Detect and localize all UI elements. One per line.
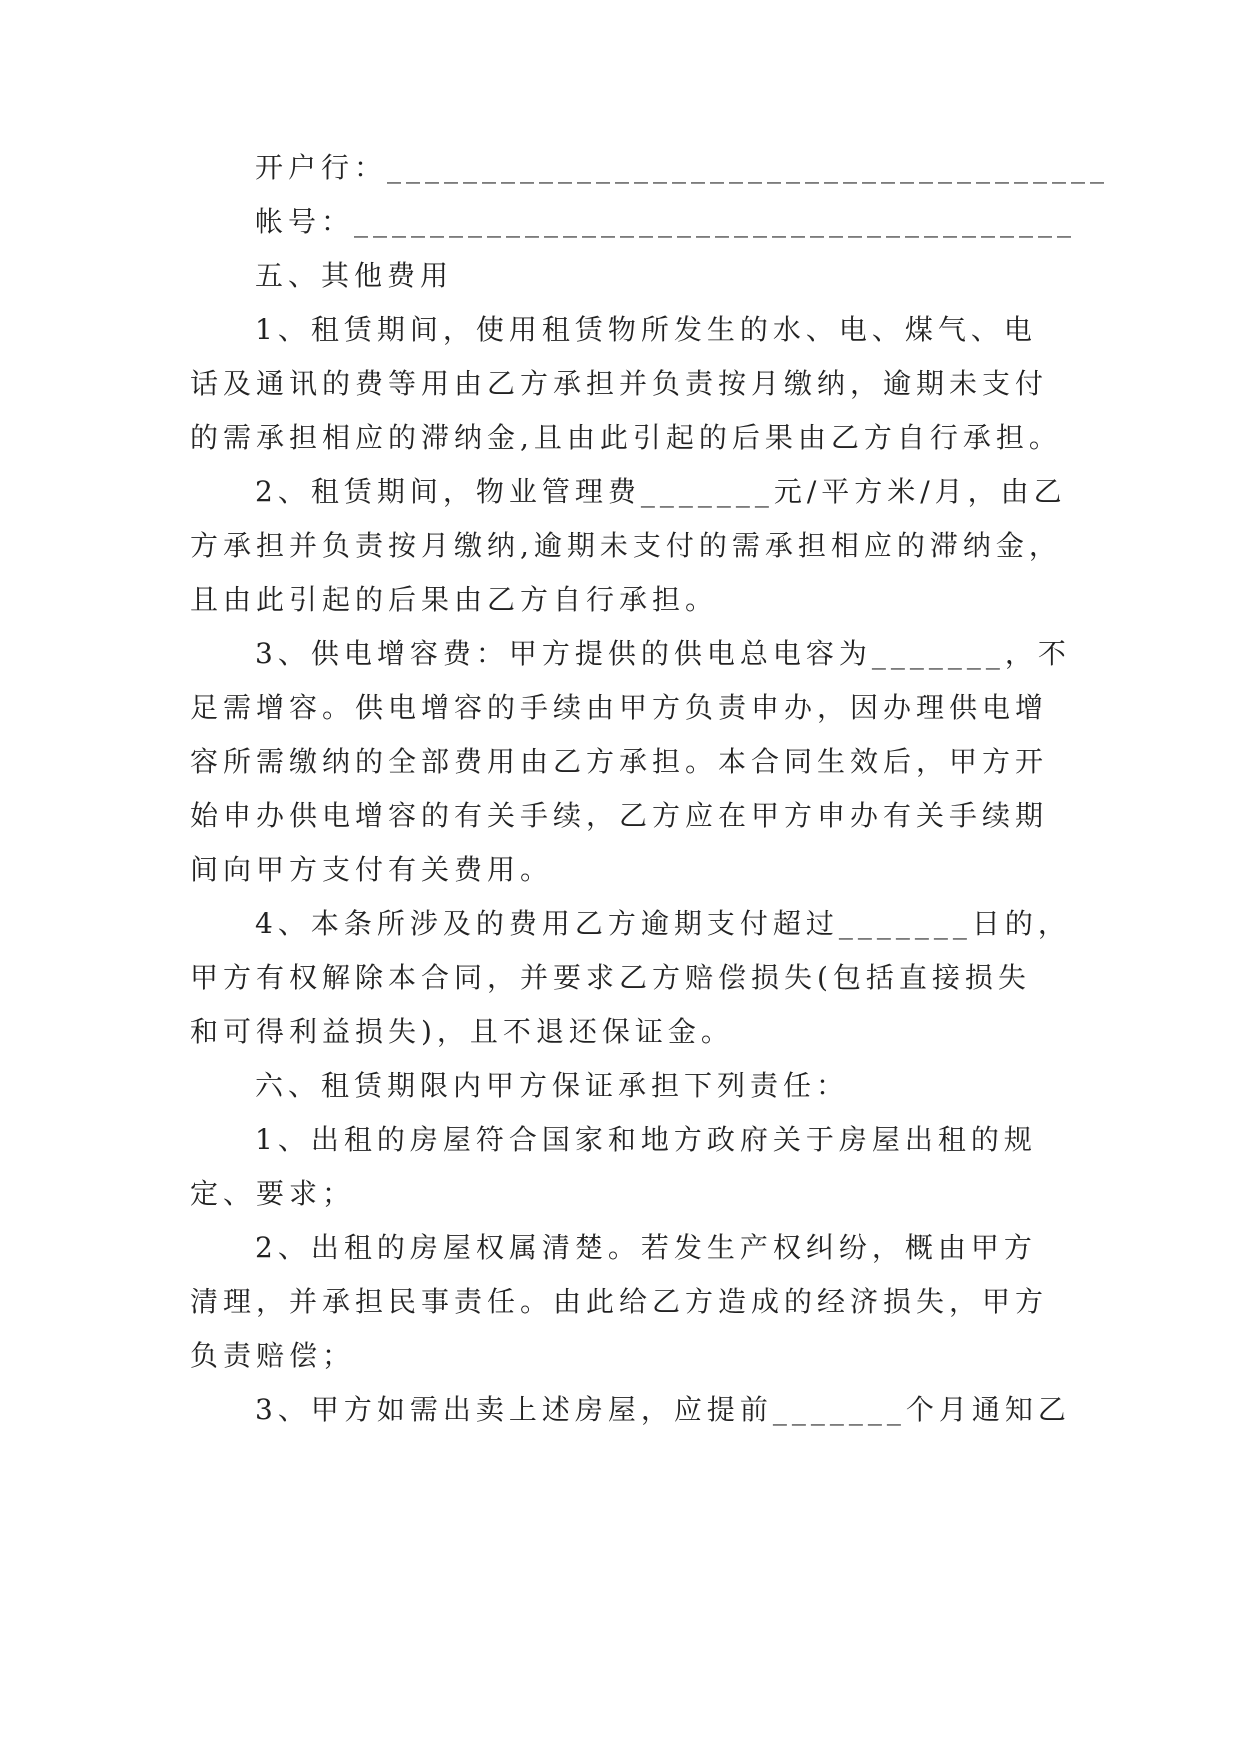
paragraph-line: 负责赔偿； [190,1339,356,1372]
paragraph-line: 和可得利益损失)，且不退还保证金。 [190,1015,734,1048]
account-number-line: 帐号：______________________________________ [255,205,1077,238]
paragraph-line: 话及通讯的费等用由乙方承担并负责按月缴纳，逾期未支付 [190,367,1049,400]
paragraph-line: 方承担并负责按月缴纳,逾期未支付的需承担相应的滞纳金， [190,529,1062,562]
paragraph-line: 3、供电增容费：甲方提供的供电总电容为_______，不 [255,637,1071,670]
paragraph-line: 4、本条所涉及的费用乙方逾期支付超过_______日的， [255,907,1071,940]
bank-line: 开户行：______________________________________ [255,151,1110,184]
paragraph-line: 2、租赁期间，物业管理费_______元/平方米/月，由乙 [255,475,1067,508]
paragraph-line: 足需增容。供电增容的手续由甲方负责申办，因办理供电增 [190,691,1049,724]
paragraph-line: 容所需缴纳的全部费用由乙方承担。本合同生效后，甲方开 [190,745,1049,778]
paragraph-line: 定、要求； [190,1177,356,1210]
section-heading-6: 六、租赁期限内甲方保证承担下列责任： [255,1069,850,1102]
paragraph-line: 始申办供电增容的有关手续，乙方应在甲方申办有关手续期 [190,799,1049,832]
paragraph-line: 且由此引起的后果由乙方自行承担。 [190,583,719,616]
paragraph-line: 1、租赁期间，使用租赁物所发生的水、电、煤气、电 [255,313,1037,346]
paragraph-line: 的需承担相应的滞纳金,且由此引起的后果由乙方自行承担。 [190,421,1062,454]
paragraph-line: 2、出租的房屋权属清楚。若发生产权纠纷，概由甲方 [255,1231,1037,1264]
paragraph-line: 间向甲方支付有关费用。 [190,853,554,886]
paragraph-line: 1、出租的房屋符合国家和地方政府关于房屋出租的规 [255,1123,1037,1156]
paragraph-line: 甲方有权解除本合同，并要求乙方赔偿损失(包括直接损失 [190,961,1031,994]
paragraph-line: 清理，并承担民事责任。由此给乙方造成的经济损失，甲方 [190,1285,1049,1318]
paragraph-line: 3、甲方如需出卖上述房屋，应提前_______个月通知乙 [255,1393,1071,1426]
section-heading-5: 五、其他费用 [255,259,454,292]
